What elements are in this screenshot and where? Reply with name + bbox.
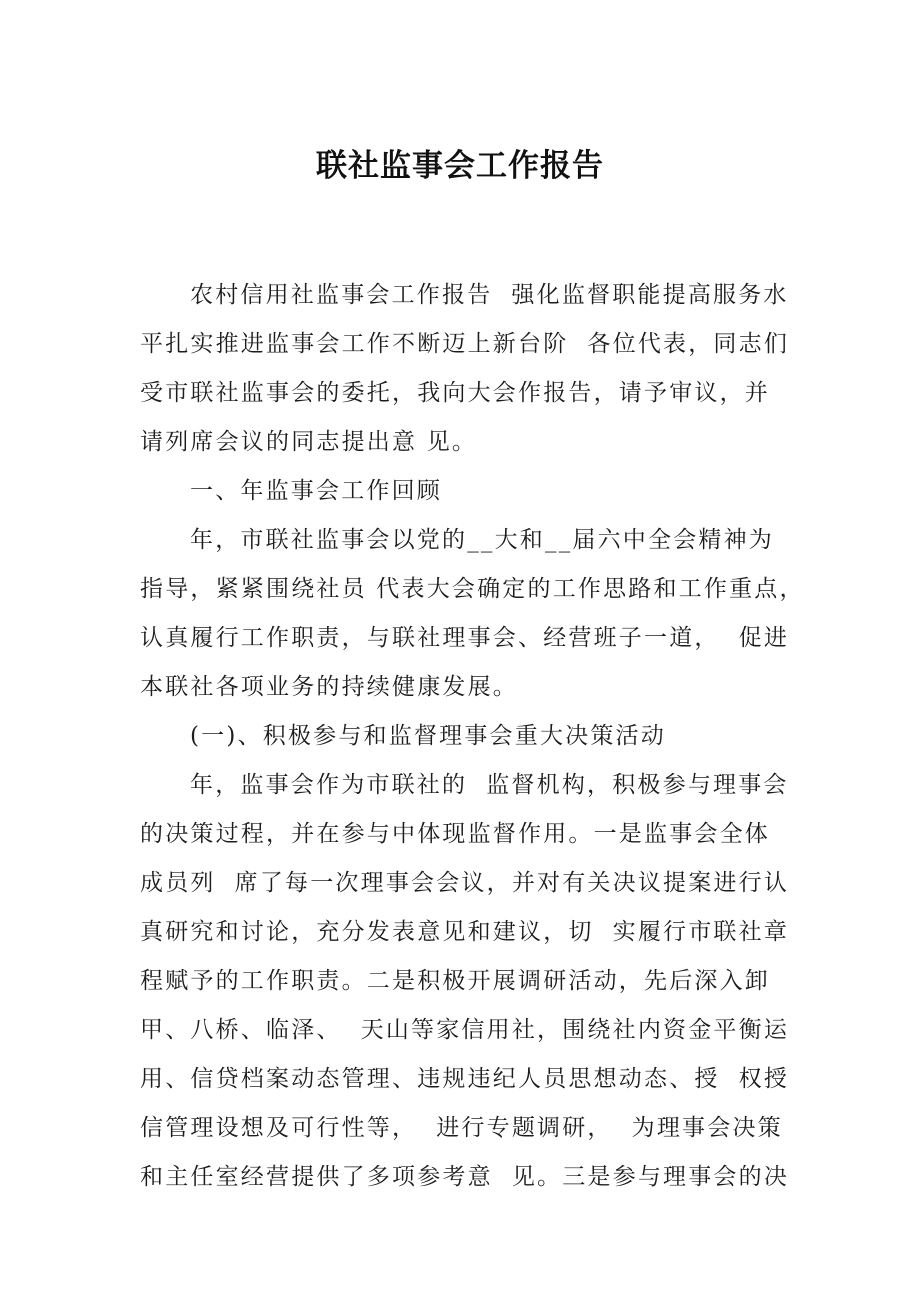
paragraph-line: 受市联社监事会的委托，我向大会作报告，请予审议，并 (140, 380, 770, 406)
paragraph-line: 农村信用社监事会工作报告 强化监督职能提高服务水 (190, 282, 789, 308)
paragraph-line: 指导，紧紧围绕社员 代表大会确定的工作思路和工作重点， (140, 576, 805, 602)
paragraph-line: 用、信贷档案动态管理、违规违纪人员思想动态、授 权授 (140, 1066, 790, 1092)
document-title: 联社监事会工作报告 (316, 148, 604, 184)
section-heading: 一、年监事会工作回顾 (190, 478, 442, 504)
subsection-heading: (一)、积极参与和监督理事会重大决策活动 (190, 723, 666, 749)
paragraph-line: 甲、八桥、临泽、 天山等家信用社，围绕社内资金平衡运 (140, 1017, 790, 1043)
paragraph-line: 请列席会议的同志提出意 见。 (140, 429, 478, 455)
paragraph-line: 的决策过程，并在参与中体现监督作用。一是监事会全体 (140, 821, 770, 847)
paragraph-line: 真研究和讨论，充分发表意见和建议，切 实履行市联社章 (140, 919, 790, 945)
paragraph-line: 年，监事会作为市联社的 监督机构，积极参与理事会 (190, 772, 789, 798)
paragraph-line: 平扎实推进监事会工作不断迈上新台阶 各位代表，同志们 (140, 331, 790, 357)
paragraph-line: 本联社各项业务的持续健康发展。 (140, 674, 518, 700)
paragraph-line: 信管理设想及可行性等， 进行专题调研， 为理事会决策 (140, 1115, 783, 1141)
paragraph-line: 认真履行工作职责，与联社理事会、经营班子一道， 促进 (140, 625, 790, 651)
paragraph-line: 程赋予的工作职责。二是积极开展调研活动，先后深入卸 (140, 968, 770, 994)
paragraph-line: 成员列 席了每一次理事会会议，并对有关决议提案进行认 (140, 870, 790, 896)
paragraph-line: 和主任室经营提供了多项参考意 见。三是参与理事会的决 (140, 1164, 790, 1190)
paragraph-line: 年，市联社监事会以党的__大和__届六中全会精神为 (190, 527, 774, 553)
